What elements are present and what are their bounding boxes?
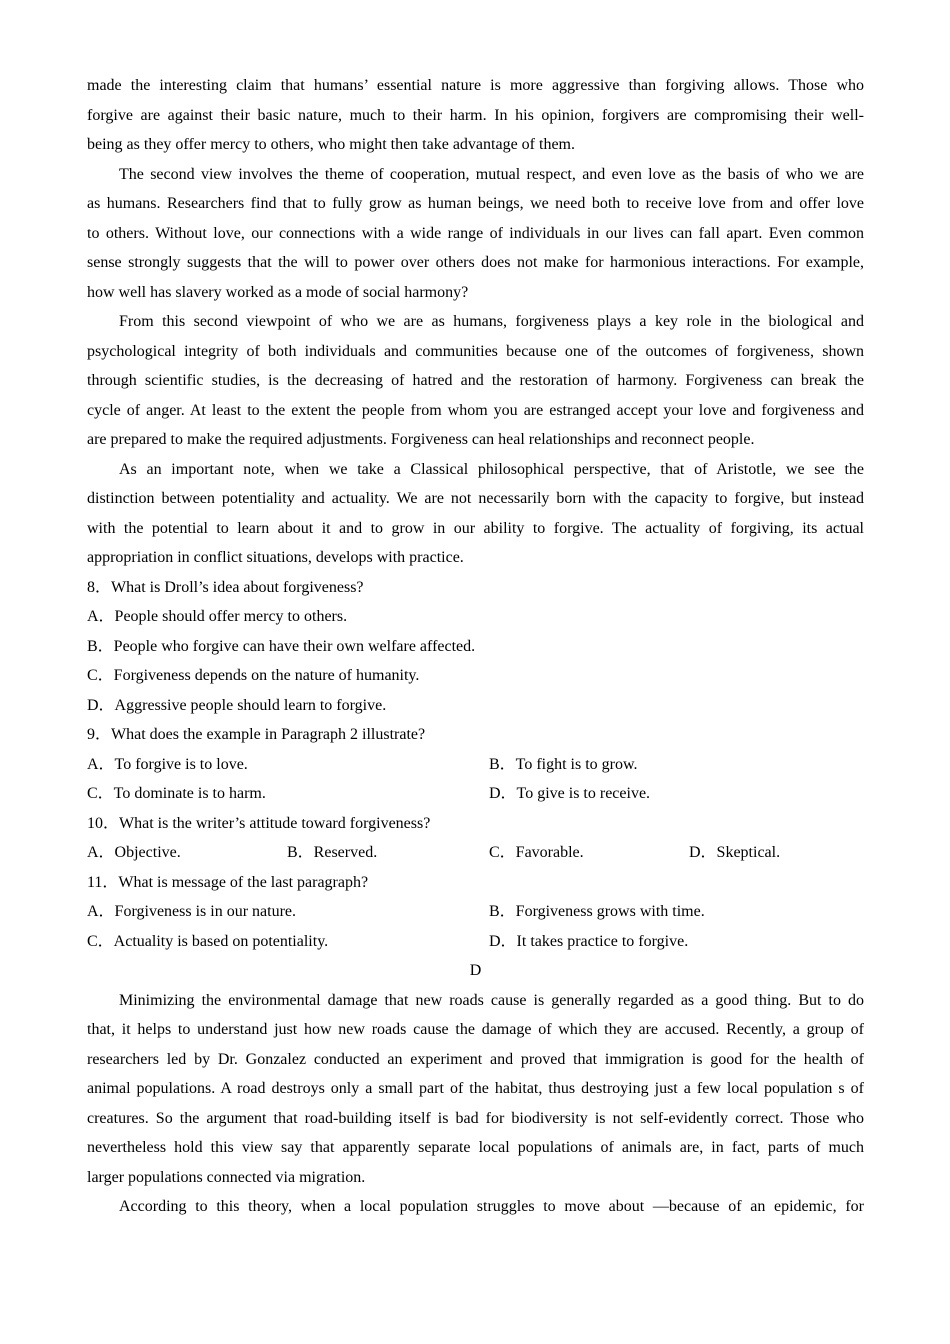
passage-line: how well has slavery worked as a mode of social harmony?	[87, 283, 469, 301]
question-text: 10．What is the writer’s attitude toward forgiveness?	[87, 814, 431, 832]
option-cell: A．Forgiveness is in our nature.	[87, 903, 297, 920]
passage-line: Minimizing the environmental damage that new roads cause is generally regarded as a good thing. But to do	[119, 991, 864, 1009]
option-text: D．Aggressive people should learn to forgive.	[87, 696, 387, 714]
passage-line: cycle of anger. At least to the extent the people from whom you are estranged accept your love and forgiveness and	[87, 401, 864, 419]
option-cell: D．To give is to receive.	[489, 785, 651, 802]
option-cell: D．It takes practice to forgive.	[489, 932, 689, 950]
document-page	[87, 71, 864, 1222]
passage-line: According to this theory, when a local population struggles to move about —because of an epidemic, for	[119, 1198, 864, 1215]
passage-line: to others. Without love, our connections with a wide range of individuals in our lives can fall apart. Even common	[87, 224, 864, 242]
passage-line: with the potential to learn about it and to grow in our ability to forgive. The actuality of forgiving, its actual	[87, 519, 864, 537]
passage-line: appropriation in conflict situations, develops with practice.	[87, 549, 464, 566]
question-text: 9．What does the example in Paragraph 2 illustrate?	[87, 726, 426, 743]
option-row	[87, 779, 864, 809]
option-cell: C．Favorable.	[489, 844, 584, 861]
question-text: 8．What is Droll’s idea about forgiveness?	[87, 578, 364, 596]
option-row	[87, 897, 864, 927]
passage-line: animal populations. A road destroys only a small part of the habitat, thus destroying just a few local population s of	[87, 1080, 864, 1097]
option-cell: B．To fight is to grow.	[489, 755, 638, 773]
passage-line: that, it helps to understand just how new roads cause the damage of which they are accused. Recently, a group of	[87, 1021, 864, 1038]
passage-line: are prepared to make the required adjustments. Forgiveness can heal relationships and reconnect people.	[87, 431, 755, 448]
option-cell: D．Skeptical.	[689, 844, 781, 861]
passage-line: forgive are against their basic nature, much to their harm. In his opinion, forgivers are compromising their well-	[87, 106, 864, 124]
passage-line: distinction between potentiality and actuality. We are not necessarily born with the capacity to forgive, but instead	[87, 490, 864, 507]
option-row	[87, 838, 864, 868]
passage-line: researchers led by Dr. Gonzalez conducted an experiment and proved that immigration is good for the health of	[87, 1050, 864, 1068]
passage-line: being as they offer mercy to others, who might then take advantage of them.	[87, 136, 575, 153]
option-row	[87, 750, 864, 780]
passage-line: The second view involves the theme of cooperation, mutual respect, and even love as the basis of who we are	[119, 165, 864, 183]
option-text: B．People who forgive can have their own welfare affected.	[87, 637, 476, 655]
option-text: A．People should offer mercy to others.	[87, 608, 348, 625]
option-cell: A．To forgive is to love.	[87, 755, 248, 773]
passage-line: creatures. So the argument that road-building itself is bad for biodiversity is not self-evidently correct. Those who	[87, 1109, 864, 1127]
passage-line: From this second viewpoint of who we are as humans, forgiveness plays a key role in the biological and	[119, 313, 864, 330]
option-text: C．Forgiveness depends on the nature of humanity.	[87, 667, 420, 684]
passage-line: made the interesting claim that humans’ essential nature is more aggressive than forgiving allows. Those who	[87, 77, 864, 94]
passage-line: sense strongly suggests that the will to power over others does not make for harmonious interactions. For example,	[87, 254, 864, 271]
option-cell: B．Forgiveness grows with time.	[489, 903, 705, 920]
passage-line: psychological integrity of both individuals and communities because one of the outcomes of forgiveness, shown	[87, 342, 864, 360]
option-row	[87, 927, 864, 957]
passage-line: nevertheless hold this view say that apparently separate local populations of animals are, in fact, parts of much	[87, 1139, 864, 1156]
passage-line: As an important note, when we take a Classical philosophical perspective, that of Aristotle, we see the	[119, 460, 864, 478]
section-label: D	[469, 962, 482, 979]
option-cell: A．Objective.	[87, 844, 181, 861]
option-cell: C．Actuality is based on potentiality.	[87, 932, 329, 950]
question-text: 11．What is message of the last paragraph?	[87, 873, 369, 891]
option-cell: B．Reserved.	[287, 844, 378, 861]
passage-line: as humans. Researchers find that to fully grow as human beings, we need both to receive love from and offer love	[87, 195, 864, 212]
option-cell: C．To dominate is to harm.	[87, 785, 266, 802]
passage-line: larger populations connected via migration.	[87, 1168, 366, 1186]
passage-line: through scientific studies, is the decreasing of hatred and the restoration of harmony. Forgiveness can break the	[87, 372, 864, 389]
